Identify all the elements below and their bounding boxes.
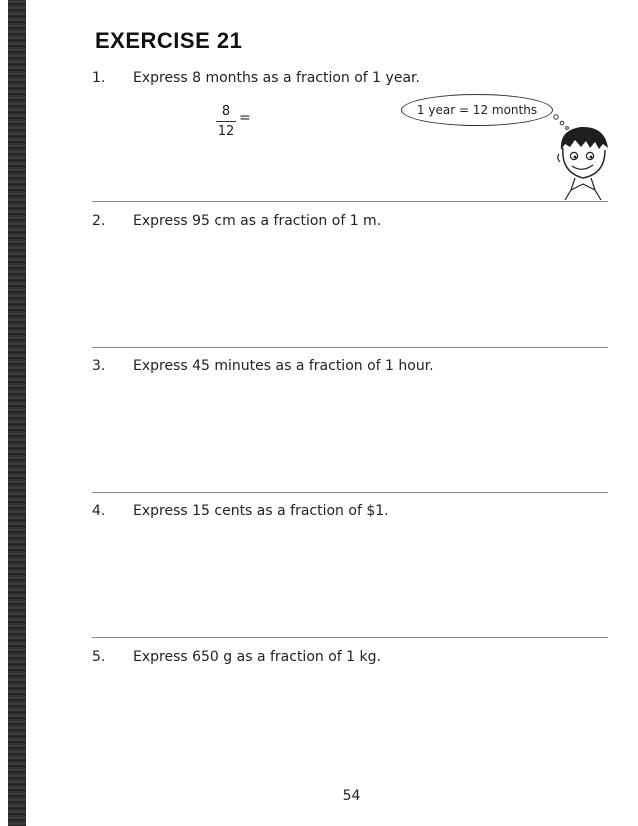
fraction-numerator: 8 <box>221 104 231 119</box>
fraction-denominator: 12 <box>217 124 235 139</box>
question-number: 5. <box>92 649 106 665</box>
section-divider <box>92 347 608 348</box>
question-text: Express 95 cm as a fraction of 1 m. <box>133 213 382 229</box>
book-binding-edge <box>8 0 26 826</box>
section-divider <box>92 637 608 638</box>
question-number: 2. <box>92 213 106 229</box>
question-text: Express 8 months as a fraction of 1 year. <box>133 70 420 86</box>
section-divider <box>92 492 608 493</box>
question-number: 4. <box>92 503 106 519</box>
thought-bubble <box>401 94 553 126</box>
fraction-bar <box>216 121 236 122</box>
boy-cartoon-icon <box>553 120 613 200</box>
question-text: Express 650 g as a fraction of 1 kg. <box>133 649 381 665</box>
hint-text: 1 year = 12 months <box>416 103 538 117</box>
question-number: 1. <box>92 70 106 86</box>
equals-sign: = <box>239 110 251 126</box>
question-number: 3. <box>92 358 106 374</box>
worked-example-fraction <box>214 104 238 140</box>
section-divider <box>92 201 608 202</box>
question-text: Express 45 minutes as a fraction of 1 hour. <box>133 358 434 374</box>
page-number: 54 <box>342 788 361 804</box>
exercise-title: EXERCISE 21 <box>95 28 243 53</box>
question-text: Express 15 cents as a fraction of $1. <box>133 503 389 519</box>
